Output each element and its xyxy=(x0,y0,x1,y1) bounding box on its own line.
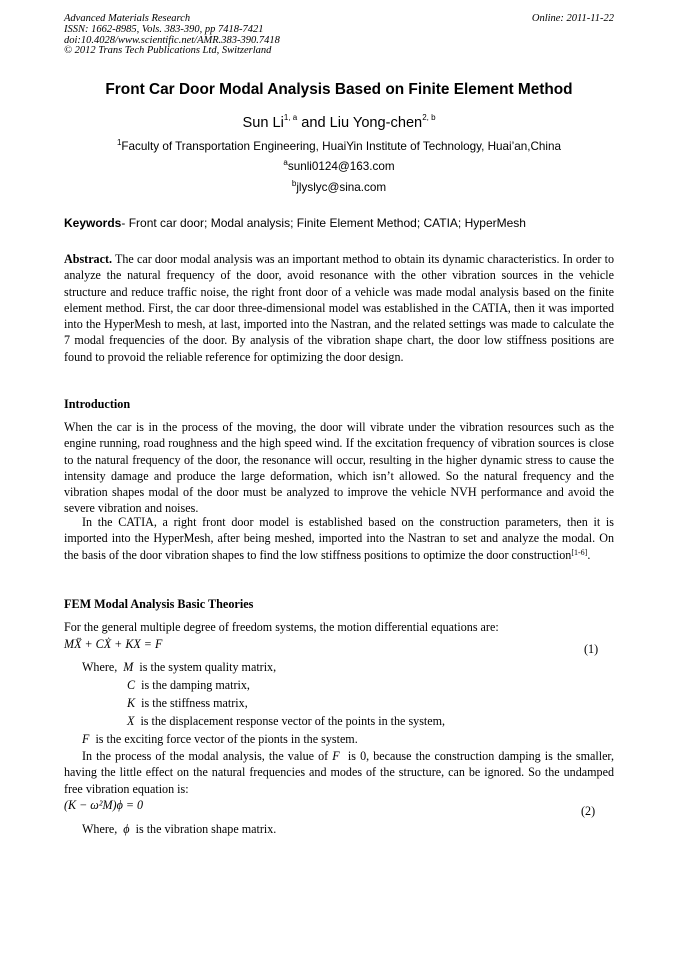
author-line xyxy=(0,115,678,131)
equation-1-number: (1) xyxy=(584,642,599,656)
abstract-text: The car door modal analysis was an important method to obtain its dynamic characteristics. In order to analyze the natural frequency of the door, avoid resonance with the other vibration sources in the vehicle structure and reduce traffic noise, the right front door of a vehicle was made modal analysis based on the finite element method. First, the car door three-dimensional model was established in the CATIA, then it was imported into the HyperMesh to mesh, at last, imported into the Nastran, and the related settings was made to calculate the 7 modal frequencies of the door. By analysis of the vibration shape chart, the door low stiffness positions are found to provoid the reliable reference for optimizing the door design. xyxy=(64,252,614,364)
symbol-m: M xyxy=(123,660,134,674)
email-b xyxy=(0,181,678,194)
citation-ref: [1-6] xyxy=(571,547,588,557)
author-1: Sun Li xyxy=(242,115,284,131)
intro-paragraph-2 xyxy=(64,514,614,563)
email-a-text: sunli0124@163.com xyxy=(287,160,395,173)
journal-name: Advanced Materials Research xyxy=(64,13,191,24)
def-c xyxy=(127,678,250,693)
modal-p-b: is 0, because the construction damping is the smaller, having the little effect on the natural frequencies and modes of the structure, can be ignored. So the undamped free vibration equation is: xyxy=(64,749,614,796)
def-k xyxy=(127,696,248,711)
desc-phi: is the vibration shape matrix. xyxy=(135,822,277,836)
desc-f: is the exciting force vector of the pionts in the system. xyxy=(95,732,358,746)
email-b-sup: b xyxy=(291,179,297,188)
equation-2-number: (2) xyxy=(581,804,596,818)
doi-line: doi:10.4028/www.scientific.net/AMR.383-390.7418 xyxy=(64,34,280,46)
copyright-line: © 2012 Trans Tech Publications Ltd, Switzerland xyxy=(64,45,272,57)
keywords-label: Keywords xyxy=(64,216,122,230)
author-2: and Liu Yong-chen xyxy=(297,115,423,131)
abstract-label: Abstract. xyxy=(64,252,113,266)
email-a xyxy=(0,160,678,173)
affiliation-sup: 1 xyxy=(116,138,122,147)
section-heading-fem: FEM Modal Analysis Basic Theories xyxy=(64,597,254,611)
where-m xyxy=(82,660,276,675)
section-heading-introduction: Introduction xyxy=(64,397,131,411)
paper-title: Front Car Door Modal Analysis Based on Finite Element Method xyxy=(105,81,573,98)
def-x xyxy=(127,714,445,729)
affiliation xyxy=(0,140,678,153)
symbol-c: C xyxy=(127,678,136,692)
where2-label: Where, xyxy=(82,822,118,836)
email-a-sup: a xyxy=(283,158,288,167)
abstract xyxy=(64,251,614,365)
modal-analysis-paragraph xyxy=(64,748,614,797)
symbol-f: F xyxy=(82,732,90,746)
modal-p-a: In the process of the modal analysis, the value of xyxy=(82,749,329,763)
desc-x: is the displacement response vector of the points in the system, xyxy=(140,714,446,728)
fem-intro: For the general multiple degree of freedom systems, the motion differential equations are: xyxy=(64,620,499,634)
where-label: Where, xyxy=(82,660,118,674)
desc-k: is the stiffness matrix, xyxy=(141,696,248,710)
symbol-f-inline: F xyxy=(332,749,340,763)
author-2-sup: 2, b xyxy=(422,113,436,122)
issn-line: ISSN: 1662-8985, Vols. 383-390, pp 7418-7421 xyxy=(64,23,264,35)
where-phi xyxy=(82,822,276,837)
email-b-text: jlyslyc@sina.com xyxy=(296,181,387,194)
symbol-x: X xyxy=(127,714,135,728)
def-f xyxy=(82,732,358,747)
keywords xyxy=(64,216,616,230)
symbol-phi: ϕ xyxy=(123,822,130,836)
intro-p2-text: In the CATIA, a right front door model is established based on the construction parameters, then it is imported into the HyperMesh, after being meshed, imported into the Nastran to set and analyze the modal. On the basis of the door vibration shapes to find the low stiffness positions to optimize the door construction xyxy=(64,515,614,562)
intro-paragraph-1: When the car is in the process of the moving, the door will vibrate under the vibration resources such as the engine running, road roughness and the high speed wind. If the excitation frequency of vibration sources is close to the natural frequency of the door, the resonance will occur, resulting in the higher dynamic stress to cause the intensity damage and produce the large deformation, which isn’t allowed. So the natural frequency and the vibration shapes modal of the door must be analyzed to improve the vehicle NVH performance and avoid the severe vibration and noises. xyxy=(64,420,614,516)
desc-c: is the damping matrix, xyxy=(141,678,250,692)
author-1-sup: 1, a xyxy=(283,113,298,122)
equation-2: (K − ω²M)ϕ = 0 xyxy=(64,798,144,812)
symbol-k: K xyxy=(127,696,136,710)
equation-1: MẌ + CẊ + KX = F xyxy=(64,637,163,651)
keywords-text: - Front car door; Modal analysis; Finite Element Method; CATIA; HyperMesh xyxy=(121,216,526,230)
affiliation-text: Faculty of Transportation Engineering, HuaiYin Institute of Technology, Huai’an,China xyxy=(121,140,562,153)
desc-m: is the system quality matrix, xyxy=(139,660,277,674)
intro-p2-end: . xyxy=(587,547,591,562)
journal-header xyxy=(64,14,616,57)
online-date: Online: 2011-11-22 xyxy=(531,13,614,24)
